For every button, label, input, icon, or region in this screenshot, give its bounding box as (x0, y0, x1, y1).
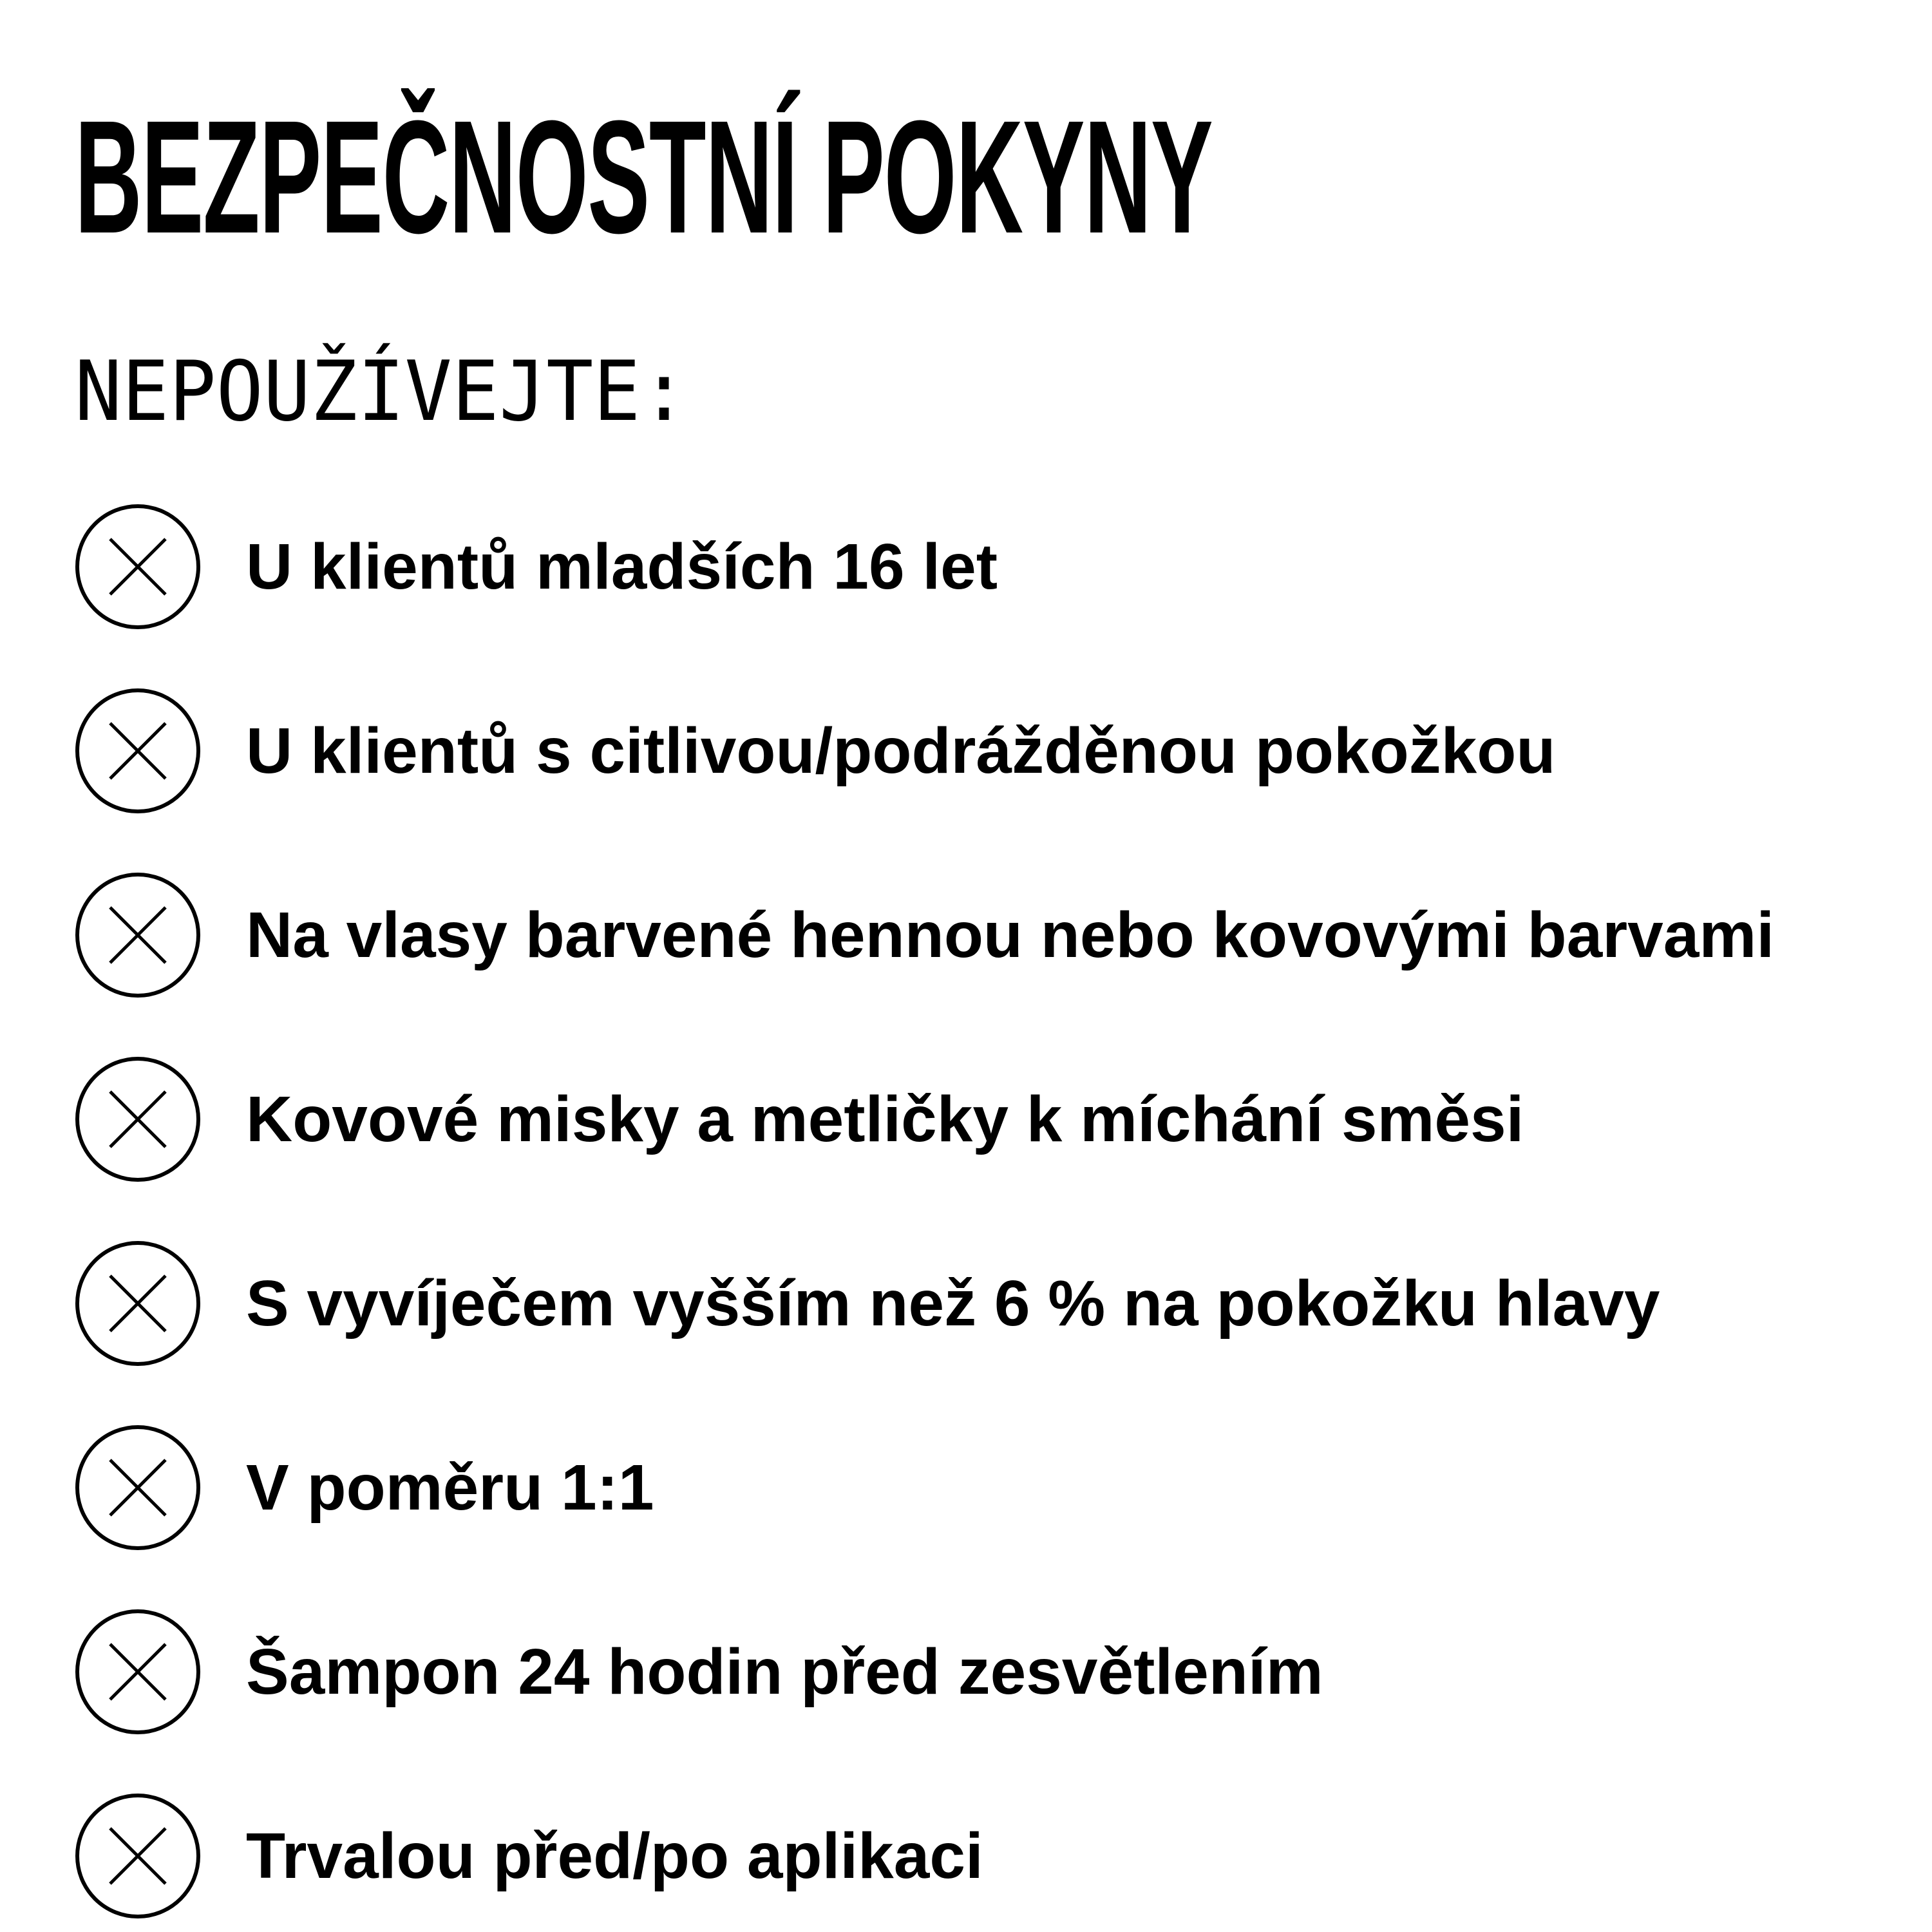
list-item-label: V poměru 1:1 (246, 1452, 654, 1524)
list-item (75, 1609, 1917, 1735)
list-item-label: Na vlasy barvené hennou nebo kovovými barvami (246, 899, 1775, 971)
x-circle-icon (75, 1056, 201, 1182)
page-title: BEZPEČNOSTNÍ POKYNY (75, 87, 1213, 267)
x-circle-icon (75, 1425, 201, 1551)
list-item (75, 504, 1917, 630)
x-circle-icon (75, 1240, 201, 1367)
list-item (75, 1793, 1917, 1919)
list-item (75, 872, 1917, 998)
list-item (75, 688, 1917, 814)
list-item-label: S vyvíječem vyšším než 6 % na pokožku hlavy (246, 1267, 1660, 1340)
list-item (75, 1425, 1917, 1551)
x-circle-icon (75, 1609, 201, 1735)
x-circle-icon (75, 688, 201, 814)
list-item-label: Kovové misky a metličky k míchání směsi (246, 1083, 1524, 1155)
x-circle-icon (75, 872, 201, 998)
list-item-label: Trvalou před/po aplikaci (246, 1820, 983, 1892)
x-circle-icon (75, 504, 201, 630)
list-item-label: U klientů s citlivou/podrážděnou pokožkou (246, 715, 1556, 787)
list-item (75, 1240, 1917, 1367)
list-item (75, 1056, 1917, 1182)
list-item-label: Šampon 24 hodin před zesvětlením (246, 1636, 1323, 1708)
list-item-label: U klientů mladších 16 let (246, 531, 998, 603)
x-circle-icon (75, 1793, 201, 1919)
section-subtitle: NEPOUŽÍVEJTE: (75, 344, 688, 440)
